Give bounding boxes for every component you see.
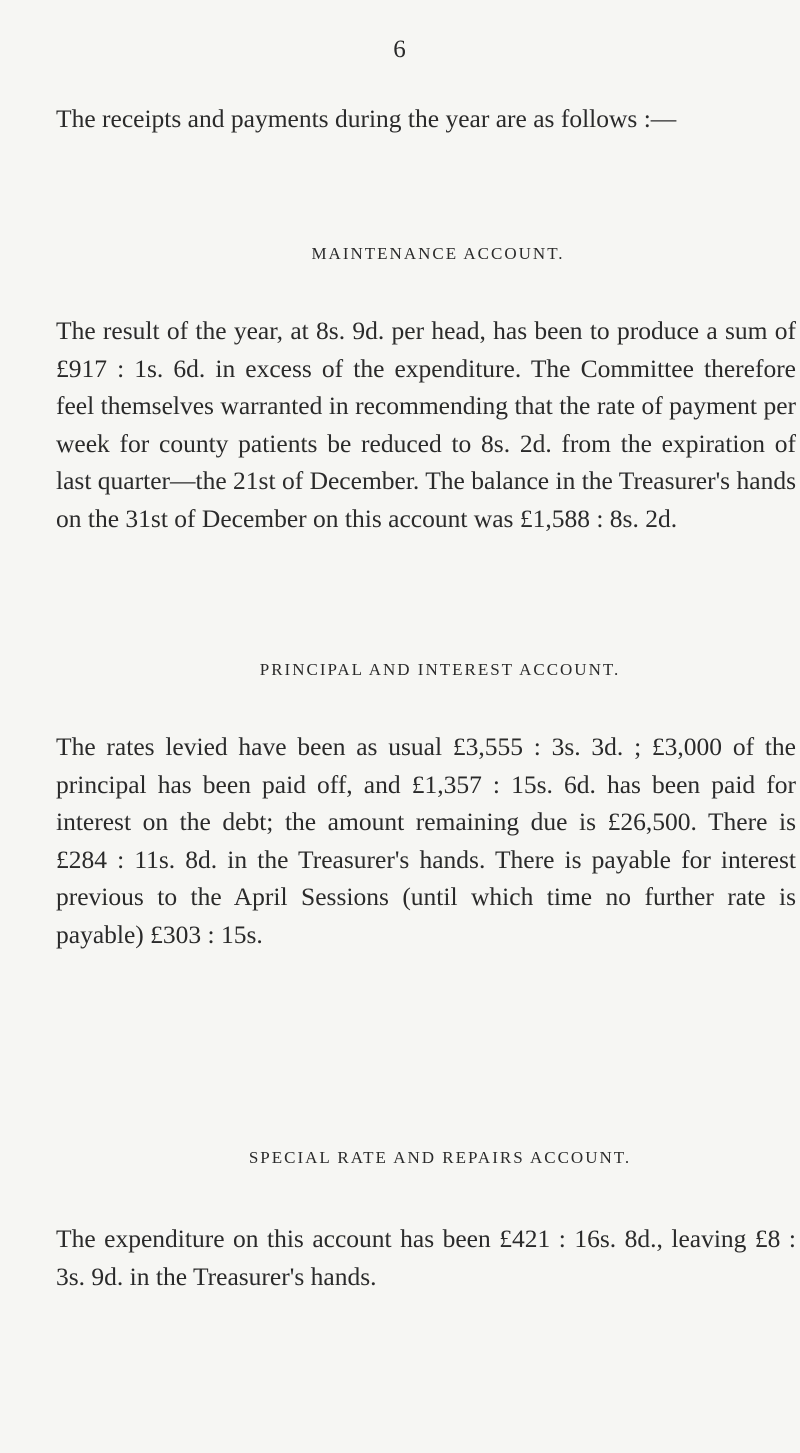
- principal-interest-account-heading: PRINCIPAL AND INTEREST ACCOUNT.: [259, 660, 621, 679]
- maintenance-account-paragraph: The result of the year, at 8s. 9d. per head, has been to produce a sum of £917 : 1s. 6d. in excess of the expenditure. The Committee therefore feel themselves warranted in recommending that the rate of payment per week for county patients be reduced to 8s. 2d. from the expiration of last quarter—the 21st of December. The balance in the Treasurer's hands on the 31st of December on this account was £1,588 : 8s. 2d.: [56, 316, 796, 533]
- intro-paragraph: The receipts and payments during the year are as follows :—: [56, 104, 677, 133]
- special-rate-repairs-account-heading: SPECIAL RATE AND REPAIRS ACCOUNT.: [248, 1148, 632, 1167]
- special-rate-repairs-account-paragraph: The expenditure on this account has been £421 : 16s. 8d., leaving £8 : 3s. 9d. in the Treasurer's hands.: [56, 1224, 796, 1291]
- principal-interest-account-paragraph: The rates levied have been as usual £3,555 : 3s. 3d. ; £3,000 of the principal has been paid off, and £1,357 : 15s. 6d. has been paid for interest on the debt; the amount remaining due is £26,500. There is £284 : 11s. 8d. in the Treasurer's hands. There is payable for interest previous to the April Sessions (until which time no further rate is payable) £303 : 15s.: [56, 732, 796, 949]
- page-number: 6: [393, 36, 407, 63]
- maintenance-account-heading: MAINTENANCE ACCOUNT.: [311, 244, 565, 263]
